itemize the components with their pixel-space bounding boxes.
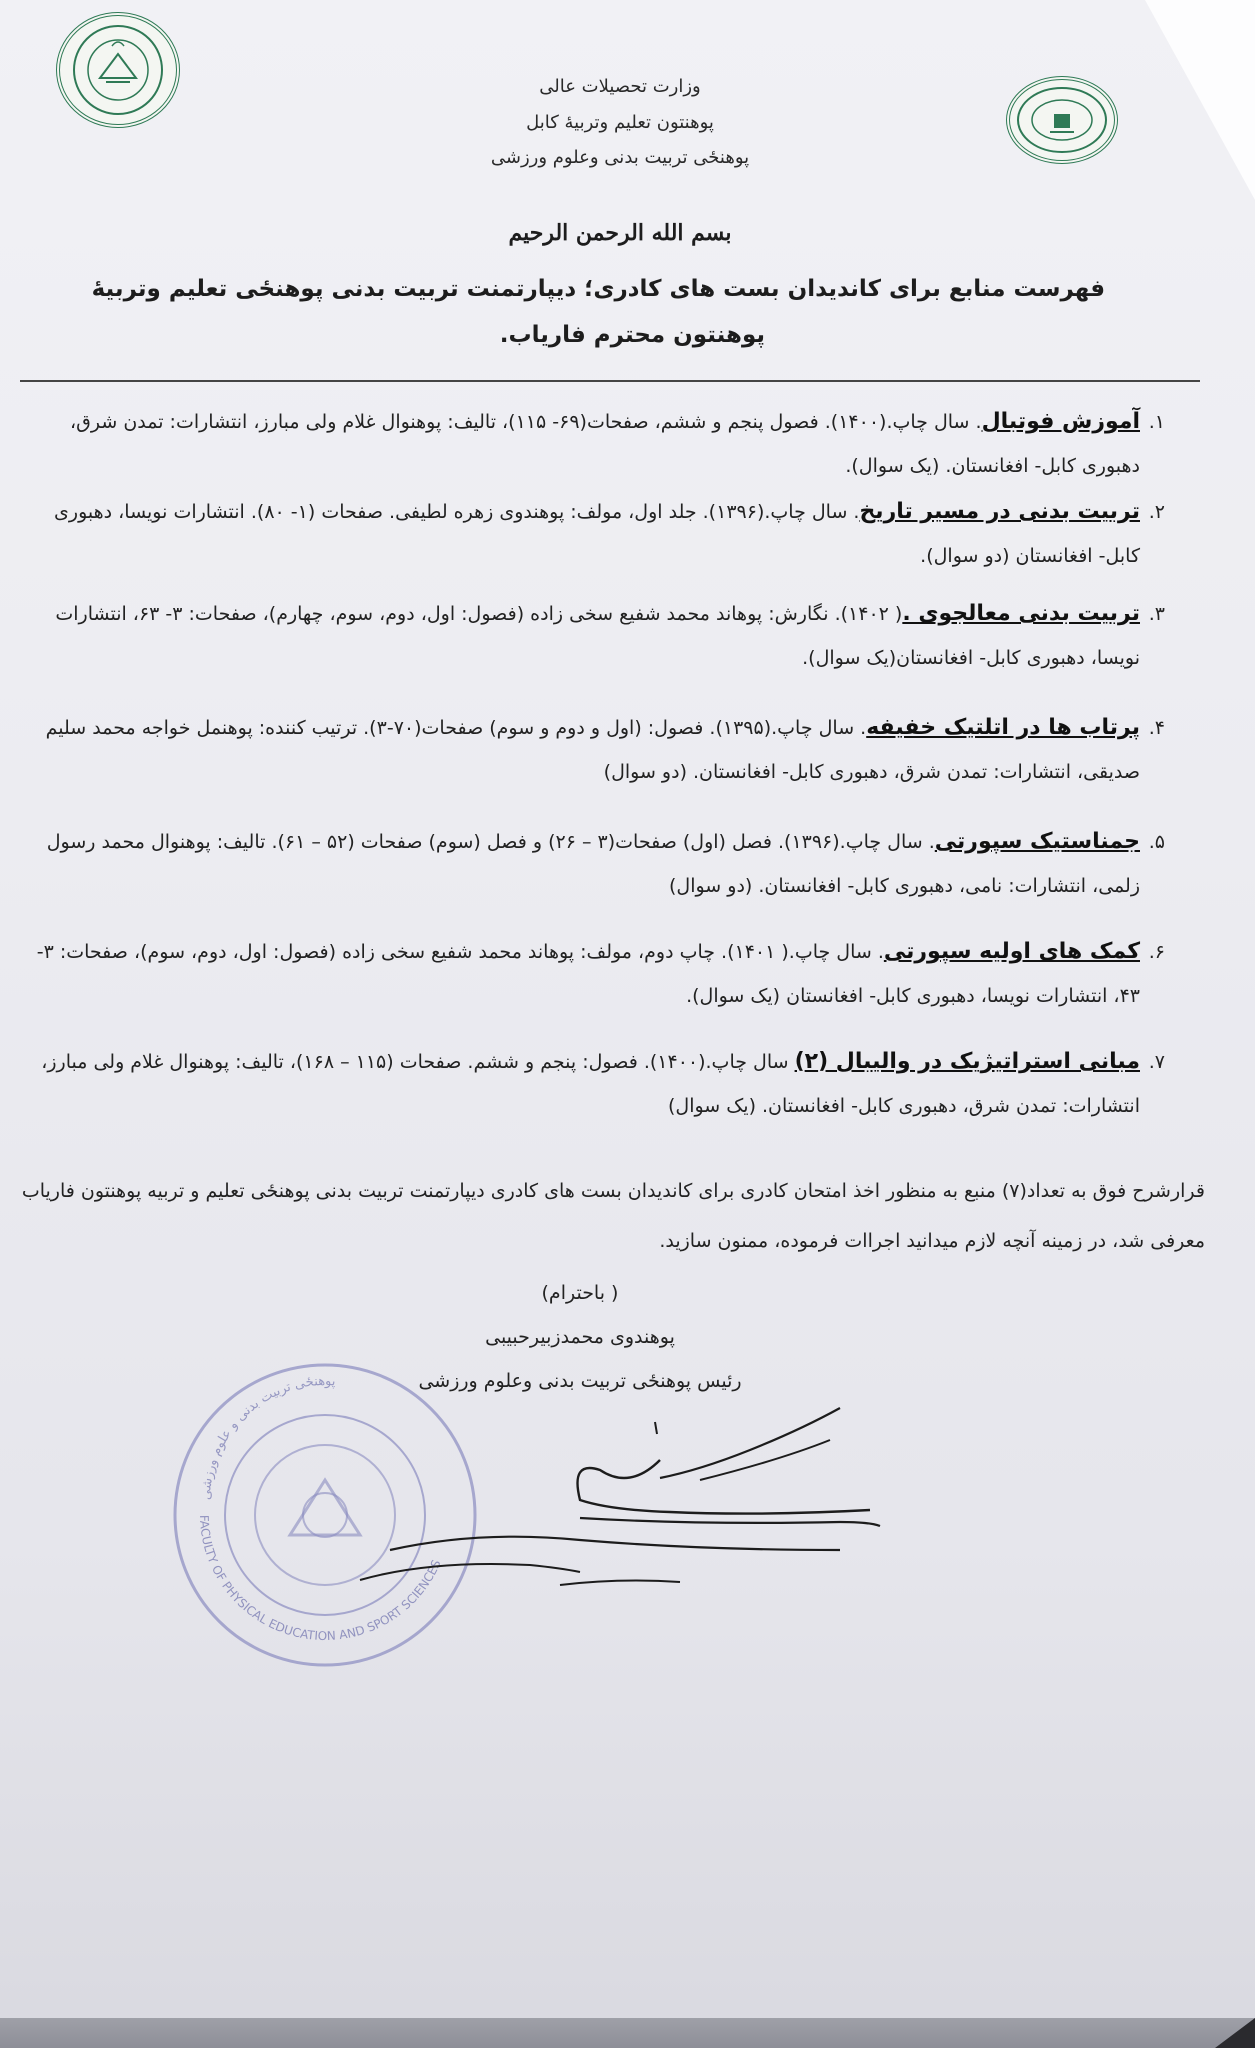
header-university: پوهنتون تعلیم وتربیهٔ کابل: [526, 112, 714, 133]
item-details: ( ۱۴۰۲). نگارش: پوهاند محمد شفیع سخی زاده (فصول: اول، دوم، سوم، چهارم)، صفحات: ۳- ۶۳، انتشارات نویسا، دهبوری کابل- افغانستان(یک سوال).: [55, 603, 1140, 669]
item-details: سال چاپ.(۱۴۰۰). فصول: پنجم و ششم. صفحات (۱۱۵ – ۱۶۸)، تالیف: پوهنوال غلام ولی مبارز، انتشارات: تمدن شرق، دهبوری کابل- افغانستان. (یک سوال): [41, 1051, 1140, 1117]
folded-corner: [1145, 0, 1255, 200]
document-title-line1: فهرست منابع برای کاندیدان بست های کادری؛ دیپارتمنت تربیت بدنی پوهنځی تعلیم وتربیهٔ: [91, 276, 1105, 302]
source-item: [10, 930, 1165, 1018]
item-number: ۲.: [1148, 501, 1165, 523]
book-title: پرتاب ها در اتلتیک خفیفه: [866, 715, 1140, 740]
stamp-top-text: پوهنځی تربیت بدنی و علوم ورزشی: [198, 1373, 337, 1501]
book-title: جمناستیک سپورتی: [934, 829, 1140, 854]
stamp-outer-text: FACULTY OF PHYSICAL EDUCATION AND SPORT SCIENCES: [196, 1514, 444, 1644]
item-number: ۶.: [1148, 941, 1165, 963]
faculty-logo-icon: [1006, 76, 1118, 164]
header-faculty: پوهنځی تربیت بدنی وعلوم ورزشی: [490, 147, 750, 168]
book-title: تربیت بدنی معالجوی .: [902, 601, 1140, 626]
handwritten-signature-icon: [280, 1400, 900, 1600]
source-item: [10, 400, 1165, 488]
signatory-role: رئیس پوهنځی تربیت بدنی وعلوم ورزشی: [418, 1370, 742, 1392]
item-number: ۴.: [1148, 717, 1165, 739]
item-details: . سال چاپ.(۱۳۹۶). جلد اول، مولف: پوهندوی زهره لطیفی. صفحات (۱- ۸۰). انتشارات نویسا، دهبوری کابل- افغانستان (دو سوال).: [54, 501, 1140, 567]
source-item: [10, 1040, 1165, 1128]
item-details: . سال چاپ.(۱۳۹۶). فصل (اول) صفحات(۳ – ۲۶) و فصل (سوم) صفحات (۵۲ – ۶۱). تالیف: پوهنوال محمد رسول زلمی، انتشارات: نامی، دهبوری کابل- افغانستان. (دو سوال): [46, 831, 1140, 897]
source-item: [10, 706, 1165, 794]
bottom-corner-shadow: [1215, 2018, 1255, 2048]
regards-text: ( باحترام): [541, 1282, 619, 1304]
item-details: . سال چاپ.(۱۴۰۰). فصول پنجم و ششم، صفحات(۶۹- ۱۱۵)، تالیف: پوهنوال غلام ولی مبارز، انتشارات: تمدن شرق، دهبوری کابل- افغانستان. (یک سوال).: [70, 411, 1140, 477]
title-divider: [20, 380, 1200, 382]
source-item: [10, 592, 1165, 680]
header-ministry: وزارت تحصیلات عالی: [539, 76, 701, 97]
item-details: . سال چاپ.(۱۳۹۵). فصول: (اول و دوم و سوم) صفحات(۷۰-۳). ترتیب کننده: پوهنمل خواجه محمد سلیم صدیقی، انتشارات: تمدن شرق، دهبوری کابل- افغانستان. (دو سوال): [45, 717, 1140, 783]
signatory-name: پوهندوی محمدزبیرحبیبی: [485, 1326, 675, 1348]
item-details: . سال چاپ.( ۱۴۰۱). چاپ دوم، مولف: پوهاند محمد شفیع سخی زاده (فصول: اول، دوم، سوم)، صفحات: ۳- ۴۳، انتشارات نویسا، دهبوری کابل- افغانستان (یک سوال).: [36, 941, 1140, 1007]
item-number: ۷.: [1148, 1051, 1165, 1073]
book-title: کمک های اولیه سپورتی: [883, 939, 1140, 964]
source-item: [10, 820, 1165, 908]
basmala: بسم الله الرحمن الرحیم: [508, 220, 732, 246]
source-item: [10, 490, 1165, 578]
bottom-background-strip: [0, 2018, 1255, 2048]
item-number: ۵.: [1148, 831, 1165, 853]
item-number: ۳.: [1148, 603, 1165, 625]
book-title: تربیت بدنی در مسیر تاریخ: [859, 499, 1140, 524]
closing-paragraph: قرارشرح فوق به تعداد(۷) منبع به منظور اخذ امتحان کادری برای کاندیدان بست های کادری دیپارتمنت تربیت بدنی پوهنځی تعلیم و تربیه پوهنتون فاریاب معرفی شد، در زمینه آنچه لازم میدانید اجراات فرموده، ممنون سازید.: [21, 1180, 1205, 1252]
book-title: آموزش فوتبال: [981, 409, 1140, 434]
book-title: مبانی استراتیژیک در والیبال (۲): [794, 1049, 1140, 1074]
university-logo-icon: [56, 12, 180, 128]
document-title-line2: پوهنتون محترم فاریاب.: [499, 322, 765, 348]
item-number: ۱.: [1148, 411, 1165, 433]
